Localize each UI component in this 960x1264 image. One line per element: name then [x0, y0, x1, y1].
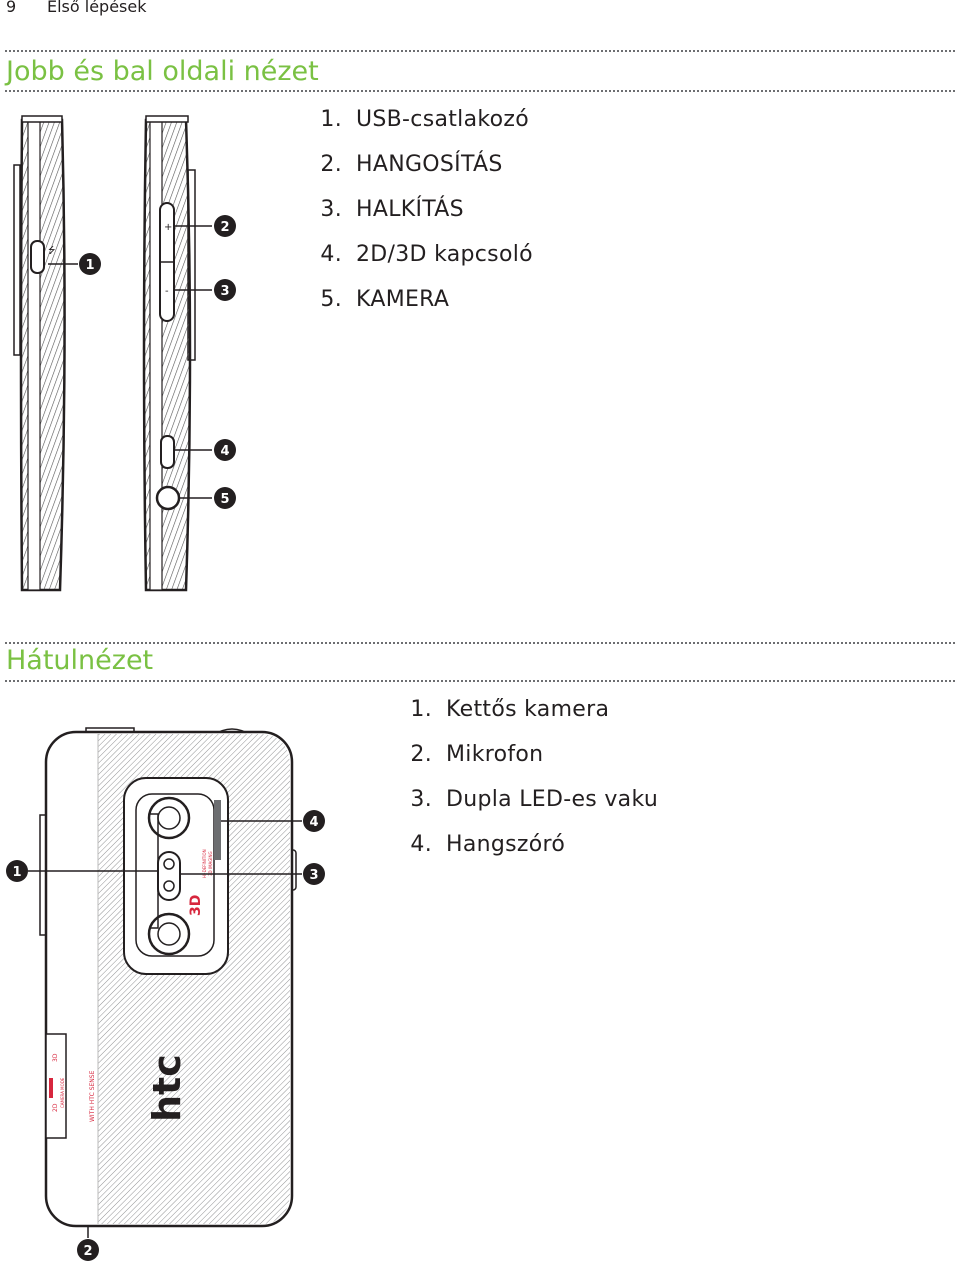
- svg-text:2: 2: [220, 220, 230, 235]
- callout-1: [79, 253, 101, 275]
- svg-text:-: -: [165, 286, 169, 297]
- callout-2: [77, 1239, 99, 1261]
- svg-text:3: 3: [220, 284, 230, 299]
- phone-right-side: [144, 116, 212, 590]
- svg-text:2: 2: [83, 1244, 93, 1259]
- svg-text:HI-DEFINITION: HI-DEFINITION: [202, 849, 207, 878]
- svg-text:3D: 3D: [52, 1053, 59, 1062]
- 3d-badge: 3D: [188, 894, 204, 916]
- callout-4: [214, 439, 236, 461]
- svg-text:CAMERA MODE: CAMERA MODE: [60, 1077, 65, 1108]
- mode-switch-2d-3d: [46, 1034, 66, 1138]
- callout-4: [303, 810, 325, 832]
- page-number: 9: [6, 0, 17, 16]
- callout-1: [6, 860, 28, 882]
- svg-text:1: 1: [12, 865, 22, 880]
- chapter-title: Első lépések: [47, 0, 147, 16]
- side-view-illustration: [0, 110, 300, 610]
- callout-5: [214, 487, 236, 509]
- section-divider-bottom: [5, 680, 955, 682]
- callout-3: [303, 863, 325, 885]
- svg-text:3D IMAGING: 3D IMAGING: [208, 851, 213, 876]
- svg-text:+: +: [164, 222, 173, 233]
- svg-text:3: 3: [309, 868, 319, 883]
- htc-sense-tagline: WITH HTC SENSE: [89, 1070, 96, 1122]
- section-divider-top: [5, 642, 955, 644]
- svg-text:5: 5: [220, 492, 230, 507]
- usb-icon: ⭍: [48, 246, 56, 256]
- callout-2: [214, 215, 236, 237]
- section-title-side-view: Jobb és bal oldali nézet: [6, 56, 319, 87]
- section-divider-top: [5, 50, 955, 52]
- back-view-illustration: [0, 720, 340, 1264]
- callout-3: [214, 279, 236, 301]
- speaker-grille-icon: [214, 800, 221, 860]
- svg-text:4: 4: [309, 815, 319, 830]
- section-divider-bottom: [5, 90, 955, 92]
- svg-text:1: 1: [85, 258, 95, 273]
- phone-left-side: [14, 116, 78, 590]
- svg-text:2D: 2D: [52, 1103, 59, 1112]
- dual-camera-module: [124, 778, 228, 974]
- section-title-back-view: Hátulnézet: [6, 645, 154, 676]
- htc-logo: htc: [145, 1054, 189, 1122]
- svg-text:4: 4: [220, 444, 230, 459]
